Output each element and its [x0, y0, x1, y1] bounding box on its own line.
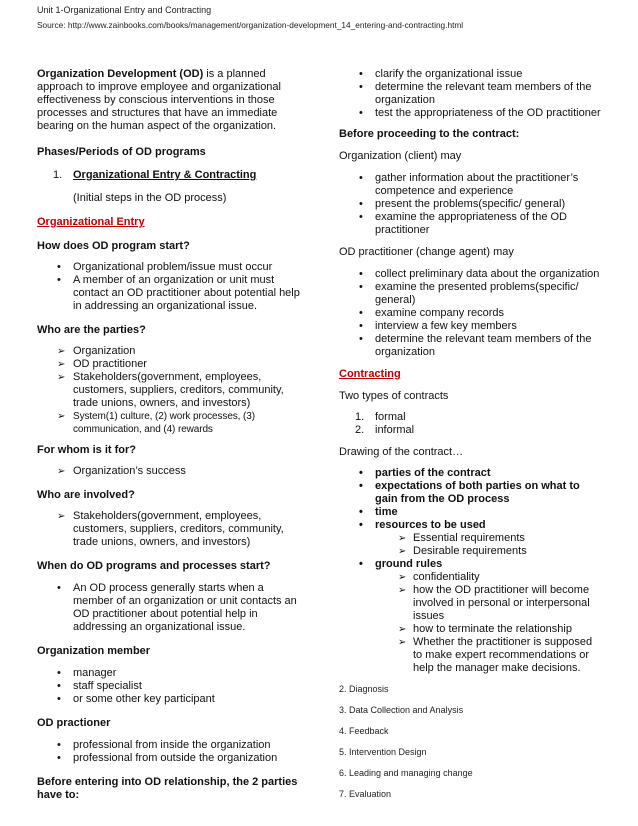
drawing-list [339, 467, 601, 532]
practioner-list [37, 739, 303, 765]
list-item: • examine the presented problems(specific/ general) [339, 281, 601, 307]
phase-item-5: 5. Intervention Design [339, 747, 427, 757]
list-item: • gather information about the practitioner’s competence and experience [339, 172, 601, 198]
list-item: ➢ confidentiality [339, 571, 601, 584]
involved-list [37, 510, 303, 549]
intro-term: Organization Development (OD) [37, 68, 204, 80]
proceeding-heading: Before proceeding to the contract: [339, 128, 520, 140]
list-item: ➢ OD practitioner [37, 358, 303, 371]
phase1-subtitle: (Initial steps in the OD process) [73, 192, 227, 204]
phase-list [37, 169, 303, 182]
list-item: • An OD process generally starts when a member of an organization or unit contacts an OD practitioner about potential help in addressing an organizational issue. [37, 582, 303, 634]
list-item: ➢ System(1) culture, (2) work processes, (3) communication, and (4) rewards [37, 410, 303, 436]
list-item: 1. formal [339, 411, 601, 424]
list-item: • manager [37, 667, 303, 680]
list-item: • time [339, 506, 601, 519]
list-item: • professional from outside the organization [37, 752, 303, 765]
phase-item-6: 6. Leading and managing change [339, 768, 473, 778]
list-item: ➢ Organization [37, 345, 303, 358]
list-item: • or some other key participant [37, 693, 303, 706]
phase-item-4: 4. Feedback [339, 726, 389, 736]
list-item: • clarify the organizational issue [339, 68, 601, 81]
entry-heading: Organizational Entry [37, 216, 145, 228]
parties-list [37, 345, 303, 436]
types-label: Two types of contracts [339, 390, 449, 402]
list-item: • interview a few key members [339, 320, 601, 333]
intro-paragraph [37, 68, 303, 133]
question-involved: Who are involved? [37, 489, 135, 501]
phase-item-7: 7. Evaluation [339, 789, 392, 799]
client-label: Organization (client) may [339, 150, 462, 162]
client-list [339, 172, 601, 237]
agent-label: OD practitioner (change agent) may [339, 246, 514, 258]
phase-item-1 [37, 169, 303, 182]
agent-list [339, 268, 601, 359]
start-list [37, 261, 303, 313]
drawing-label: Drawing of the contract… [339, 446, 464, 458]
list-item: 2. informal [339, 424, 601, 437]
list-item: ➢ Stakeholders(government, employees, customers, suppliers, creditors, community, trade unions, owners, and investors) [37, 510, 303, 549]
phases-heading: Phases/Periods of OD programs [37, 146, 206, 158]
contracting-heading: Contracting [339, 368, 401, 380]
list-item: • professional from inside the organization [37, 739, 303, 752]
list-item: • collect preliminary data about the organization [339, 268, 601, 281]
list-item: • determine the relevant team members of the organization [339, 81, 601, 107]
member-list [37, 667, 303, 706]
list-item: • expectations of both parties on what to gain from the OD process [339, 480, 601, 506]
question-whom: For whom is it for? [37, 444, 136, 456]
list-item: • test the appropriateness of the OD practitioner [339, 107, 601, 120]
list-item: • present the problems(specific/ general) [339, 198, 601, 211]
before-list [339, 68, 601, 120]
practioner-heading: OD practioner [37, 717, 111, 729]
remaining-phases [339, 683, 601, 801]
phase-item-3: 3. Data Collection and Analysis [339, 705, 464, 715]
list-item: ➢ Essential requirements [339, 532, 601, 545]
resources-list [339, 532, 601, 558]
list-item: • A member of an organization or unit must contact an OD practitioner about potential help in addressing an organizational issue. [37, 274, 303, 313]
list-item: ➢ Stakeholders(government, employees, customers, suppliers, creditors, community, trade unions, owners, and investors) [37, 371, 303, 410]
list-item: ➢ Organization’s success [37, 465, 303, 478]
list-item: ➢ Whether the practitioner is supposed to make expert recommendations or help the manager make decisions. [339, 636, 601, 675]
list-item: • examine company records [339, 307, 601, 320]
list-item: • determine the relevant team members of the organization [339, 333, 601, 359]
list-item: • examine the appropriateness of the OD practitioner [339, 211, 601, 237]
list-item: ➢ how the OD practitioner will become involved in personal or interpersonal issues [339, 584, 601, 623]
list-item: • Organizational problem/issue must occur [37, 261, 303, 274]
before-heading: Before entering into OD relationship, the 2 parties have to: [37, 776, 298, 801]
ground-items-list [339, 571, 601, 675]
list-item: • staff specialist [37, 680, 303, 693]
ground-rules-list [339, 558, 601, 571]
running-header: Unit 1-Organizational Entry and Contracting [37, 5, 212, 15]
list-item: • resources to be used [339, 519, 601, 532]
left-column [37, 68, 303, 802]
whom-list [37, 465, 303, 478]
intro-text: is a planned approach to improve employee and organizational effectiveness by conscious interventions in those processes and structures that have an immediate bearing on the human aspect of the organization. [37, 68, 281, 132]
phase-item-2: 2. Diagnosis [339, 684, 389, 694]
list-item: ➢ how to terminate the relationship [339, 623, 601, 636]
question-parties: Who are the parties? [37, 324, 146, 336]
member-heading: Organization member [37, 645, 151, 657]
source-line: Source: http://www.zainbooks.com/books/management/organization-development_14_entering-and-contracting.html [37, 20, 464, 30]
list-item: • parties of the contract [339, 467, 601, 480]
list-item: • ground rules [339, 558, 601, 571]
phase1-title: Organizational Entry & Contracting [73, 169, 257, 181]
question-when: When do OD programs and processes start? [37, 560, 271, 572]
right-column [339, 68, 601, 801]
types-list [339, 411, 601, 437]
question-start: How does OD program start? [37, 240, 190, 252]
list-item: ➢ Desirable requirements [339, 545, 601, 558]
when-list [37, 582, 303, 634]
